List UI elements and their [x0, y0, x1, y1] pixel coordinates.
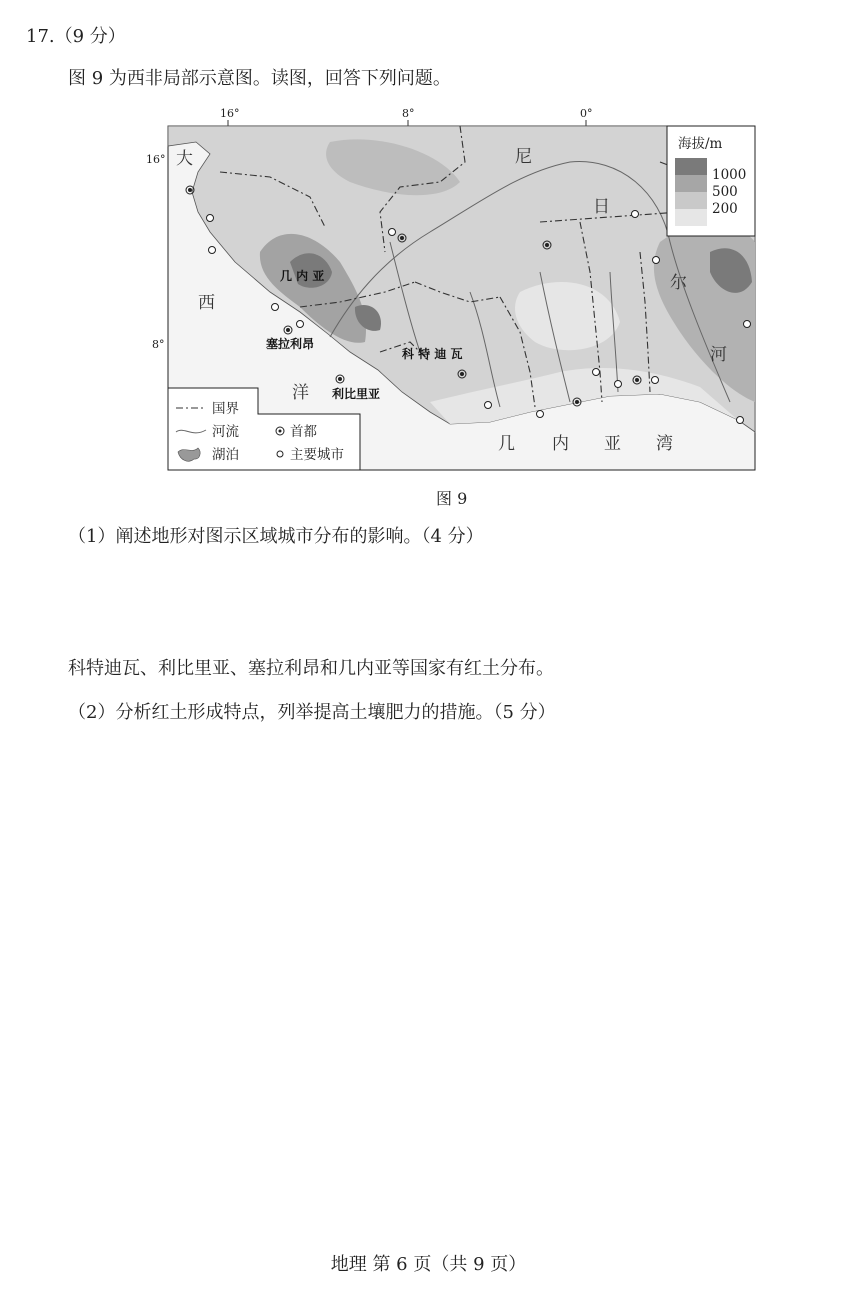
elevation-legend [667, 126, 755, 236]
question-note: 科特迪瓦、利比里亚、塞拉利昂和几内亚等国家有红土分布。 [68, 658, 554, 679]
figure-caption: 图 9 [436, 489, 468, 508]
elevation-legend-title: 海拔/m [678, 136, 723, 152]
gulf-char-ji: 几 [498, 434, 515, 454]
river-char-ri: 日 [593, 197, 610, 217]
label-cote-divoire: 科 特 迪 瓦 [402, 347, 463, 361]
question-part-2: （2）分析红土形成特点，列举提高土壤肥力的措施。（5 分） [68, 702, 556, 723]
lat-tick-8: 8° [152, 338, 165, 351]
river-char-he: 河 [710, 345, 727, 365]
ocean-char-xi: 西 [198, 293, 215, 313]
elevation-level-500: 500 [712, 184, 738, 200]
question-intro: 图 9 为西非局部示意图。读图，回答下列问题。 [68, 68, 451, 89]
city-legend-icon [277, 451, 283, 457]
legend-river: 河流 [212, 424, 239, 440]
legend-capital: 首都 [290, 424, 317, 440]
gulf-char-nei: 内 [552, 434, 569, 454]
river-char-ni: 尼 [515, 147, 532, 167]
label-sierra-leone: 塞拉利昂 [266, 337, 315, 351]
ocean-char-yang: 洋 [292, 383, 309, 403]
ocean-char-da: 大 [176, 149, 193, 169]
legend-city: 主要城市 [290, 447, 344, 463]
label-liberia: 利比里亚 [332, 387, 381, 401]
lon-tick-8: 8° [402, 107, 415, 120]
river-char-er: 尔 [670, 273, 687, 293]
west-africa-map [140, 102, 760, 474]
page-footer: 地理 第 6 页（共 9 页） [330, 1254, 527, 1275]
question-number: 17.（9 分） [26, 26, 126, 47]
legend-border: 国界 [212, 401, 239, 417]
label-guinea: 几 内 亚 [280, 269, 325, 283]
elevation-level-1000: 1000 [712, 167, 747, 183]
question-part-1: （1）阐述地形对图示区域城市分布的影响。（4 分） [68, 526, 484, 547]
lon-tick-16: 16° [220, 107, 240, 120]
lon-tick-0: 0° [580, 107, 593, 120]
lat-tick-16: 16° [146, 153, 166, 166]
elevation-level-200: 200 [712, 201, 738, 217]
gulf-char-ya: 亚 [604, 434, 621, 454]
gulf-char-wan: 湾 [656, 434, 673, 454]
legend-lake: 湖泊 [212, 447, 239, 463]
